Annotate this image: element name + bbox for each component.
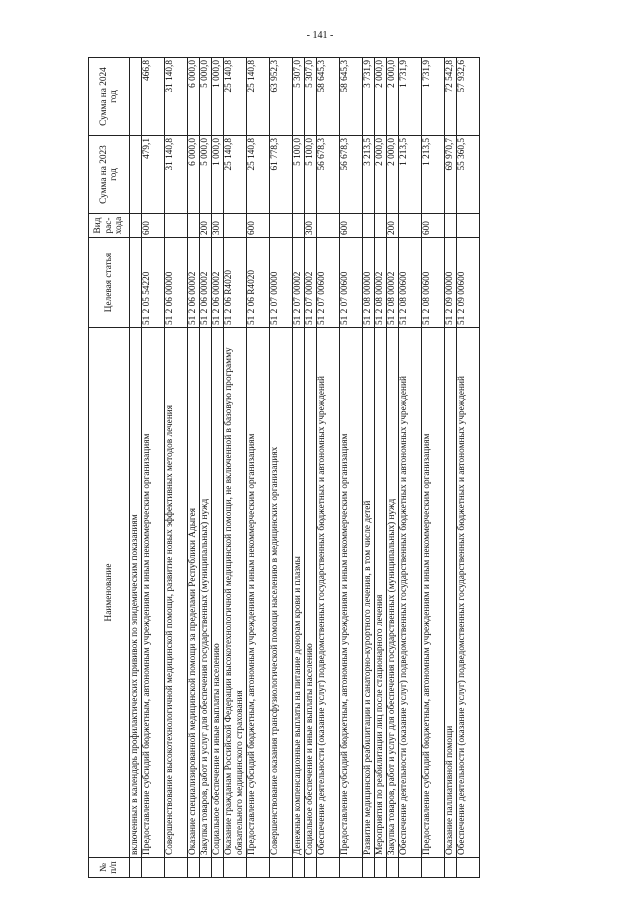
row-code: 51 2 06 00000 bbox=[165, 238, 188, 328]
row-sum-2023: 25 140,8 bbox=[224, 136, 247, 214]
row-sum-2024: 57 932,6 bbox=[457, 58, 480, 136]
row-code: 51 2 08 00600 bbox=[422, 238, 445, 328]
row-vid bbox=[270, 214, 293, 238]
table-row bbox=[165, 58, 188, 878]
row-sum-2023: 2 000,0 bbox=[387, 136, 399, 214]
row-sum-2023: 55 360,5 bbox=[457, 136, 480, 214]
row-sum-2023: 5 100,0 bbox=[305, 136, 317, 214]
row-name: Денежные компенсационные выплаты на питание донорам крови и плазмы bbox=[293, 328, 305, 858]
row-vid bbox=[293, 214, 305, 238]
row-sum-2023: 5 100,0 bbox=[293, 136, 305, 214]
row-code: 51 2 06 00002 bbox=[188, 238, 200, 328]
table-row bbox=[399, 58, 422, 878]
table-row bbox=[130, 58, 142, 878]
table-row bbox=[224, 58, 247, 878]
row-name: Обеспечение деятельности (оказание услуг) подведомственных государственных бюджетных и автономных учреждений bbox=[317, 328, 340, 858]
table-row bbox=[200, 58, 212, 878]
row-sum-2024: 25 140,8 bbox=[247, 58, 270, 136]
row-sum-2024: 3 731,9 bbox=[363, 58, 375, 136]
row-name: Совершенствование высокотехнологичной медицинской помощи, развитие новых эффективных методов лечения bbox=[165, 328, 188, 858]
row-sum-2024: 5 000,0 bbox=[200, 58, 212, 136]
row-name: Социальное обеспечение и иные выплаты населению bbox=[212, 328, 224, 858]
row-sum-2024: 1 731,9 bbox=[422, 58, 445, 136]
header-sum-2023: Сумма на 2023 год bbox=[89, 136, 130, 214]
row-sum-2024: 1 000,0 bbox=[212, 58, 224, 136]
row-sum-2023: 69 970,7 bbox=[445, 136, 457, 214]
row-name: Социальное обеспечение и иные выплаты населению bbox=[305, 328, 317, 858]
row-code: 51 2 07 00002 bbox=[293, 238, 305, 328]
row-sum-2023: 1 000,0 bbox=[212, 136, 224, 214]
table-row bbox=[293, 58, 305, 878]
row-code: 51 2 09 00600 bbox=[457, 238, 480, 328]
row-name: Совершенствование оказания трансфузиологической помощи населению в медицинских организациях bbox=[270, 328, 293, 858]
table-row bbox=[212, 58, 224, 878]
row-sum-2024: 2 000,0 bbox=[387, 58, 399, 136]
table-row bbox=[387, 58, 399, 878]
row-sum-2024: 1 731,9 bbox=[399, 58, 422, 136]
row-sum-2023: 3 213,5 bbox=[363, 136, 375, 214]
header-name: Наименование bbox=[89, 328, 130, 858]
table-row bbox=[340, 58, 363, 878]
row-name: Обеспечение деятельности (оказание услуг) подведомственных государственных бюджетных и автономных учреждений bbox=[457, 328, 480, 858]
table-row bbox=[445, 58, 457, 878]
row-code: 51 2 09 00000 bbox=[445, 238, 457, 328]
row-vid bbox=[375, 214, 387, 238]
row-code: 51 2 07 00000 bbox=[270, 238, 293, 328]
page-number: - 141 - bbox=[306, 30, 334, 41]
row-sum-2024: 72 542,8 bbox=[445, 58, 457, 136]
row-name: Предоставление субсидий бюджетным, автономным учреждениям и иным некоммерческим организациям bbox=[142, 328, 165, 858]
table-row bbox=[457, 58, 480, 878]
row-vid bbox=[363, 214, 375, 238]
row-vid bbox=[224, 214, 247, 238]
row-sum-2024: 31 140,8 bbox=[165, 58, 188, 136]
row-code: 51 2 06 00002 bbox=[212, 238, 224, 328]
table-row bbox=[188, 58, 200, 878]
row-code: 51 2 06 R4020 bbox=[224, 238, 247, 328]
row-vid bbox=[457, 214, 480, 238]
row-vid: 200 bbox=[200, 214, 212, 238]
row-sum-2024: 5 307,0 bbox=[293, 58, 305, 136]
row-sum-2024: 58 645,3 bbox=[340, 58, 363, 136]
row-sum-2023: 1 213,5 bbox=[399, 136, 422, 214]
row-vid bbox=[165, 214, 188, 238]
row-name: Предоставление субсидий бюджетным, автономным учреждениям и иным некоммерческим организациям bbox=[340, 328, 363, 858]
table-row bbox=[317, 58, 340, 878]
row-sum-2024: 466,8 bbox=[142, 58, 165, 136]
row-sum-2023: 25 140,8 bbox=[247, 136, 270, 214]
row-sum-2023: 1 213,5 bbox=[422, 136, 445, 214]
row-name: Развитие медицинской реабилитации и санаторно-курортного лечения, в том числе детей bbox=[363, 328, 375, 858]
table-row bbox=[142, 58, 165, 878]
row-code: 51 2 08 00002 bbox=[387, 238, 399, 328]
row-sum-2023: 2 000,0 bbox=[375, 136, 387, 214]
row-vid bbox=[445, 214, 457, 238]
row-sum-2024: 25 140,8 bbox=[224, 58, 247, 136]
row-sum-2023: 479,1 bbox=[142, 136, 165, 214]
row-sum-2024: 5 307,0 bbox=[305, 58, 317, 136]
row-vid bbox=[399, 214, 422, 238]
row-code: 51 2 07 00600 bbox=[317, 238, 340, 328]
row-code: 51 2 08 00000 bbox=[363, 238, 375, 328]
row-code: 51 2 07 00600 bbox=[340, 238, 363, 328]
row-code: 51 2 08 00002 bbox=[375, 238, 387, 328]
row-sum-2024: 63 952,3 bbox=[270, 58, 293, 136]
row-sum-2024 bbox=[130, 58, 142, 136]
row-vid: 300 bbox=[212, 214, 224, 238]
row-name: Закупка товаров, работ и услуг для обеспечения государственных (муниципальных) нужд bbox=[387, 328, 399, 858]
table-row bbox=[270, 58, 293, 878]
budget-table bbox=[88, 57, 480, 878]
header-num: № п/п bbox=[89, 858, 130, 878]
row-vid: 600 bbox=[422, 214, 445, 238]
table-row bbox=[363, 58, 375, 878]
table-row bbox=[247, 58, 270, 878]
row-code: 51 2 05 54220 bbox=[142, 238, 165, 328]
row-code: 51 2 06 R4020 bbox=[247, 238, 270, 328]
table-row bbox=[305, 58, 317, 878]
row-name: включенных в календарь профилактических прививок по эпидемическим показаниям bbox=[130, 328, 142, 858]
row-name: Закупка товаров, работ и услуг для обеспечения государственных (муниципальных) нужд bbox=[200, 328, 212, 858]
row-sum-2023: 5 000,0 bbox=[200, 136, 212, 214]
row-sum-2023: 6 000,0 bbox=[188, 136, 200, 214]
row-sum-2023: 56 678,3 bbox=[317, 136, 340, 214]
row-vid bbox=[130, 214, 142, 238]
row-name: Предоставление субсидий бюджетным, автономным учреждениям и иным некоммерческим организациям bbox=[247, 328, 270, 858]
row-vid: 600 bbox=[247, 214, 270, 238]
row-name: Предоставление субсидий бюджетным, автономным учреждениям и иным некоммерческим организациям bbox=[422, 328, 445, 858]
row-code: 51 2 07 00002 bbox=[305, 238, 317, 328]
row-sum-2024: 2 000,0 bbox=[375, 58, 387, 136]
row-name: Оказание паллиативной помощи bbox=[445, 328, 457, 858]
row-name: Мероприятия по реабилитации лиц после стационарного лечения bbox=[375, 328, 387, 858]
row-sum-2023 bbox=[130, 136, 142, 214]
row-vid: 600 bbox=[340, 214, 363, 238]
row-vid: 300 bbox=[305, 214, 317, 238]
header-code: Целевая статья bbox=[89, 238, 130, 328]
row-sum-2023: 56 678,3 bbox=[340, 136, 363, 214]
table-row bbox=[422, 58, 445, 878]
row-code: 51 2 06 00002 bbox=[200, 238, 212, 328]
row-sum-2024: 6 000,0 bbox=[188, 58, 200, 136]
row-name: Оказание гражданам Российской Федерации высокотехнологичной медицинской помощи, не включенной в базовую программу обязательного медицинского страхования bbox=[224, 328, 247, 858]
table-header-row bbox=[89, 58, 130, 878]
row-vid bbox=[317, 214, 340, 238]
row-code: 51 2 08 00600 bbox=[399, 238, 422, 328]
rotated-page bbox=[88, 58, 564, 878]
row-name: Оказание специализированной медицинской помощи за пределами Республики Адыгея bbox=[188, 328, 200, 858]
row-sum-2023: 31 140,8 bbox=[165, 136, 188, 214]
row-sum-2024: 58 645,3 bbox=[317, 58, 340, 136]
row-sum-2023: 61 778,3 bbox=[270, 136, 293, 214]
row-vid: 200 bbox=[387, 214, 399, 238]
header-vid: Вид рас-хода bbox=[89, 214, 130, 238]
header-sum-2024: Сумма на 2024 год bbox=[89, 58, 130, 136]
row-code bbox=[130, 238, 142, 328]
row-name: Обеспечение деятельности (оказание услуг) подведомственных государственных бюджетных и автономных учреждений bbox=[399, 328, 422, 858]
table-row bbox=[375, 58, 387, 878]
row-vid: 600 bbox=[142, 214, 165, 238]
row-vid bbox=[188, 214, 200, 238]
